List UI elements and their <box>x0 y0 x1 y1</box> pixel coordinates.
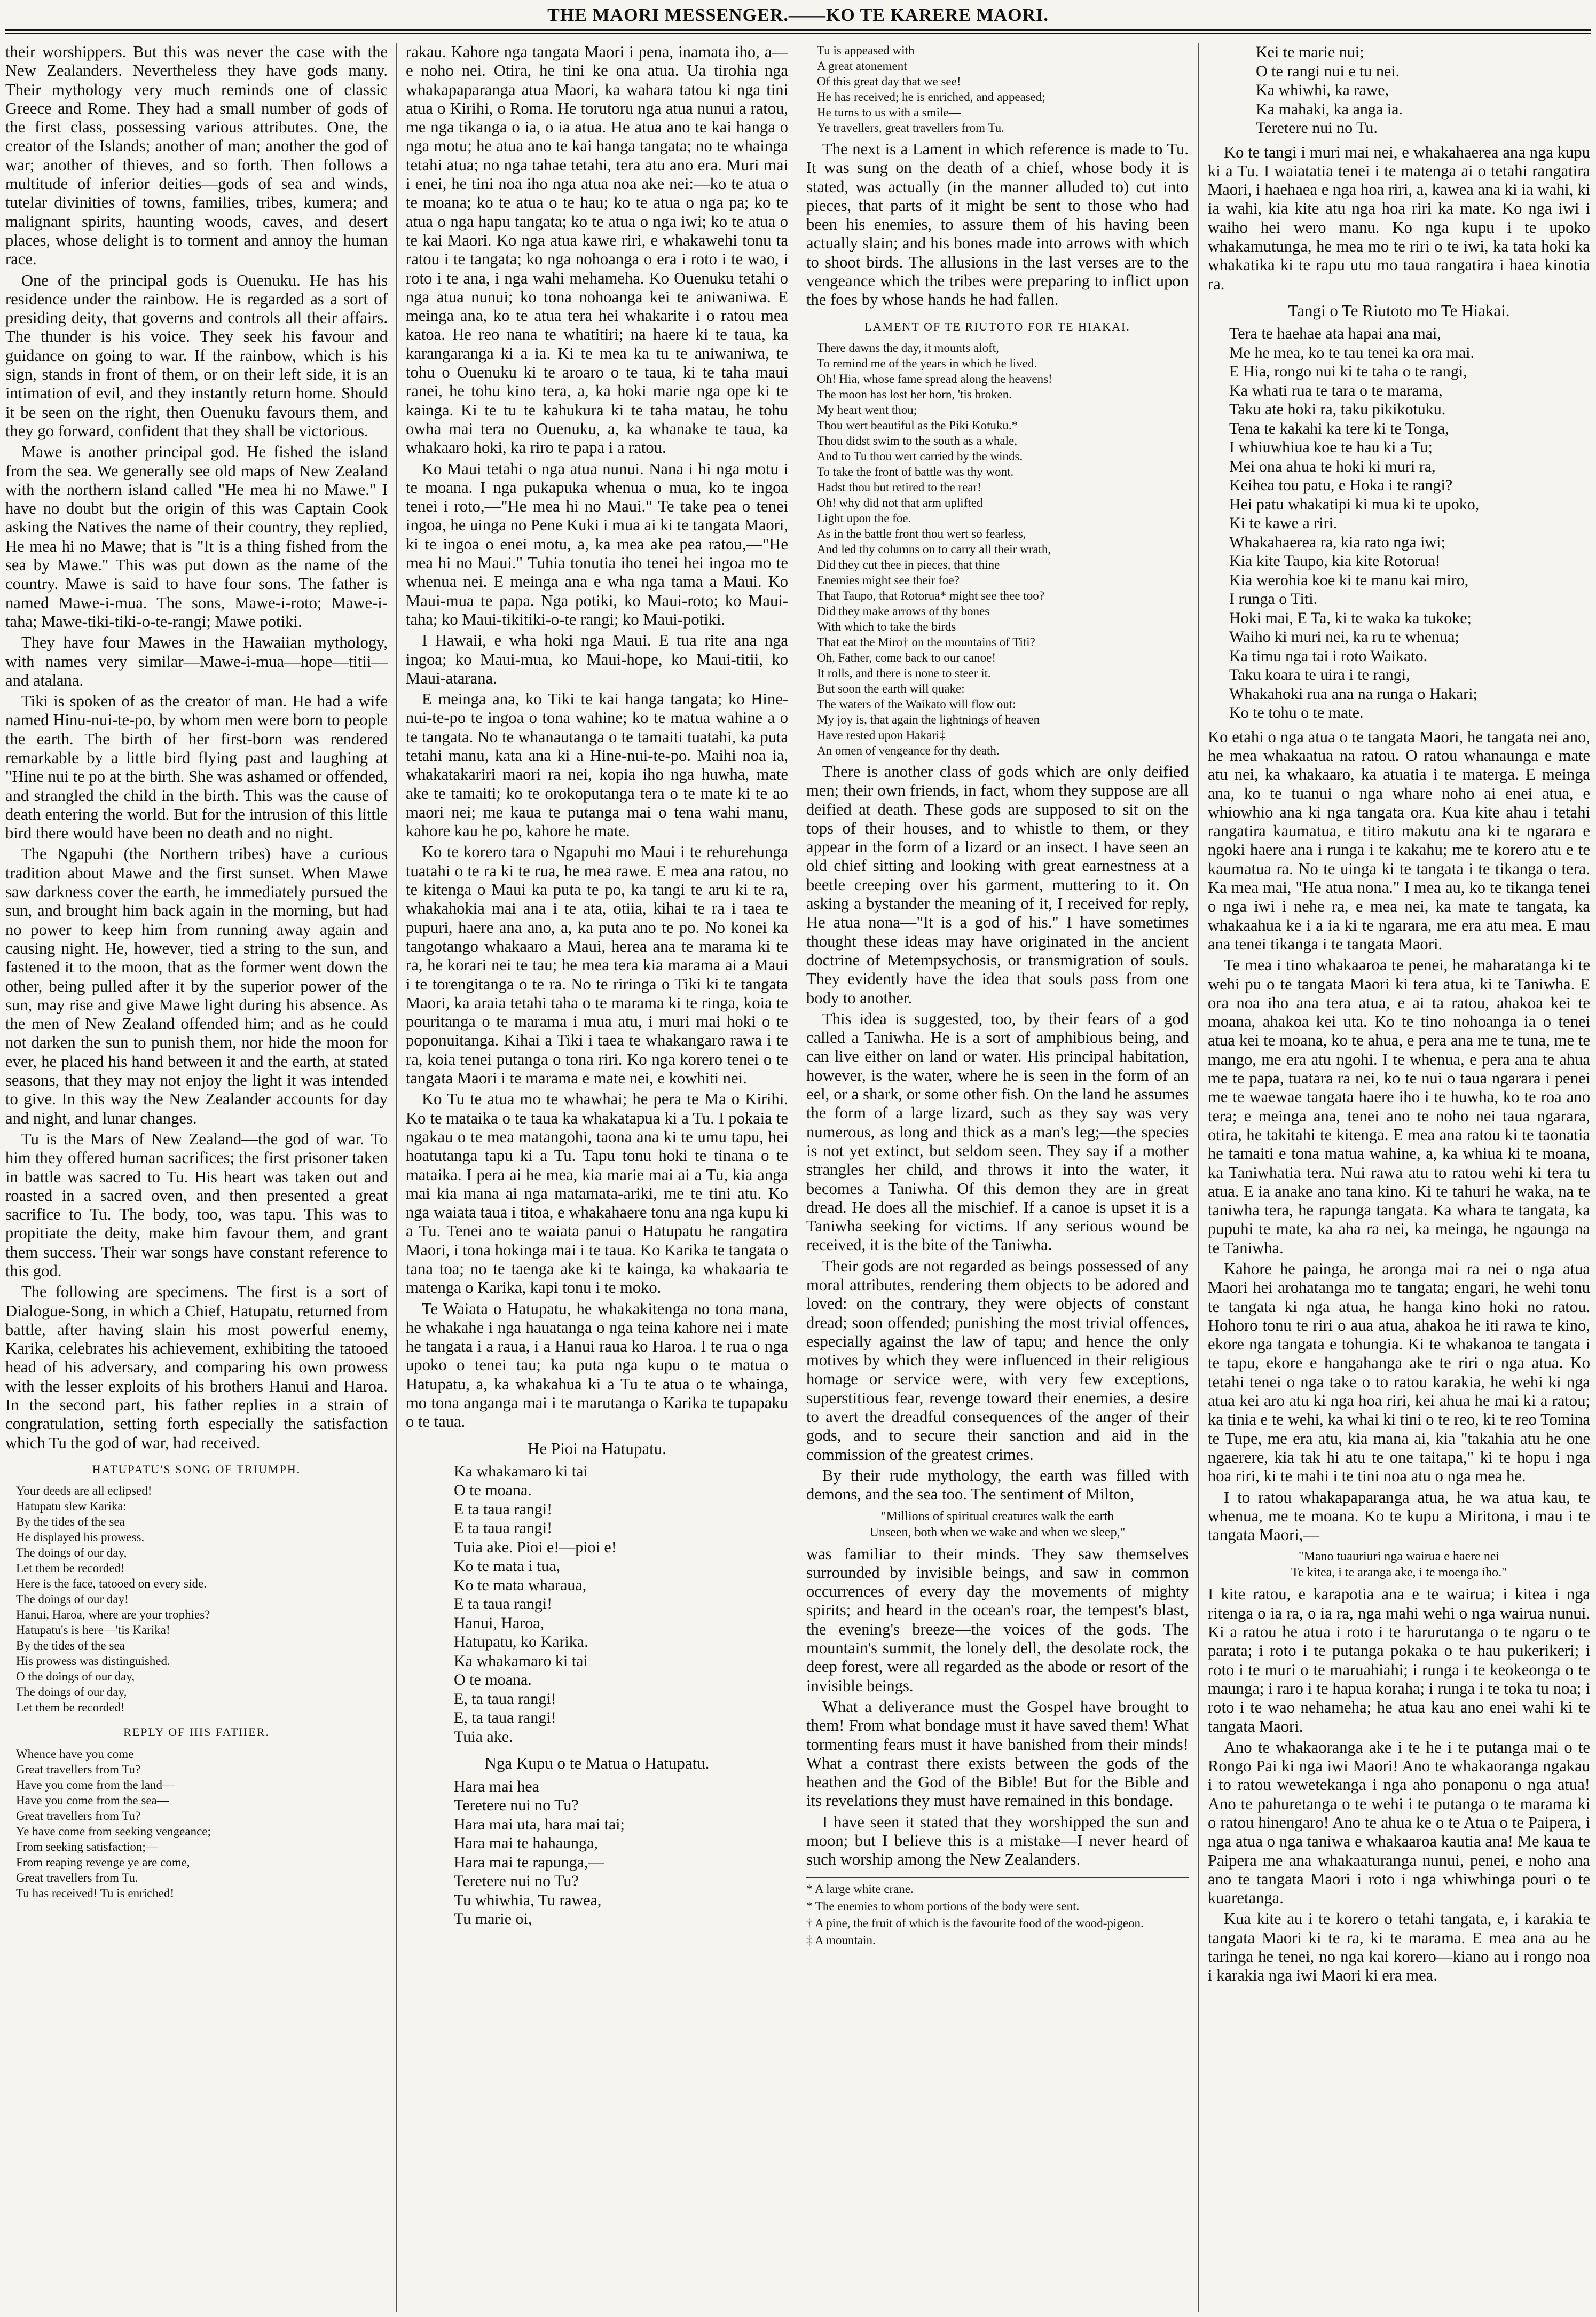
paragraph: Tiki is spoken of as the creator of man. He had a wife named Hinu-nui-te-po, by whom men were born to people the earth. The birth of her first-born was rendered remarkable by a little bird flying past and laughing at "Hine nui te po at the birth. She was ashamed or offended, and strangled the child in the birth. This was the cause of death entering the world. But for the intrusion of this little bird there would have been no death and no night. <box>5 692 388 843</box>
verse-line: Me he mea, ko te tau tenei ka ora mai. <box>1229 343 1474 362</box>
column-2 <box>406 43 788 2312</box>
masthead-rule-thin <box>5 33 1591 34</box>
paragraph: The following are specimens. The first is a sort of Dialogue-Song, in which a Chief, Hatupatu, returned from battle, after having slain his most powerful enemy, Karika, celebrates his achievement, exhibiting the tatooed head of his adversary, and comparing his own prowess with the lesser exploits of his brothers Hanui and Haroa. In the second part, his father replies in a strain of congratulation, setting forth especially the satisfaction which Tu the god of war, had received. <box>5 1283 388 1452</box>
verse-line: Tu whiwhia, Tu rawea, <box>454 1891 602 1909</box>
verse-line: Ka mahaki, ka anga ia. <box>1256 100 1403 118</box>
verse-line: Hanui, Haroa, <box>454 1614 545 1632</box>
paragraph: This idea is suggested, too, by their fears of a god called a Taniwha. He is a sort of amphibious being, and can live either on land or water. His principal habitation, however, is the water, where he is seen in the form of an eel, or a shark, or some other fish. On the land he assumes the form of a large lizard, such as they say was very numerous, as long and thick as a man's leg;—the species is not yet extinct, but seldom seen. They say if a mother strangles her child, and throws it into the water, it becomes a Taniwha. Of this demon they are in great dread. He does all the mischief. If a canoe is upset it is a Taniwha seeking for victims. If any serious wound be received, it is the bite of the Taniwha. <box>806 1009 1189 1254</box>
paragraph: I to ratou whakapaparanga atua, he wa atua kau, te whenua, me te moana. Ko te kupu a Miritona, i mau i te tangata Maori,— <box>1208 1488 1590 1544</box>
verse-line: Hatupatu slew Karika: <box>16 1499 127 1513</box>
verse-line: Hei patu whakatipi ki mua ki te upoko, <box>1229 495 1480 513</box>
verse-line: The waters of the Waikato will flow out: <box>817 697 1016 711</box>
verse-line: Ka whakamaro ki tai <box>454 1652 588 1670</box>
verse-line: Ka whakamaro ki tai <box>454 1462 588 1480</box>
song-verse <box>16 1483 388 1715</box>
verse-line: Kia kite Taupo, kia kite Rotorua! <box>1229 552 1441 570</box>
poem-verse <box>454 1777 788 1929</box>
verse-line: O te moana. <box>454 1671 532 1689</box>
verse-line: Keihea tou patu, e Hoka i te rangi? <box>1229 476 1453 494</box>
column-1 <box>5 43 388 2312</box>
verse-line: Hatupatu, ko Karika. <box>454 1633 588 1651</box>
verse-line: Great travellers from Tu. <box>16 1871 138 1884</box>
paragraph: Ko Maui tetahi o nga atua nunui. Nana i hi nga motu i te moana. I nga pukapuka whenua o mua, ko te ingoa tenei i roto,—"He mea hi no Maui." Te take pea o tenei ingoa, he uinga no Pene Kuki i mua ai ki te tangata Maori, ki te ingoa o enei motu, a, ka mea ake pea ratou,—"He mea hi no Maui." Tuhia tonutia iho tenei hei ingoa mo te whenua nei. E meinga ana e wha nga tama a Maui. Ko Maui-mua te papa. Nga potiki, ko Maui-roto; ko Maui-taha; ko Maui-tikitiki-o-te rangi; ko Maui-potiki. <box>406 459 788 629</box>
verse-line: Ka whiwhi, ka rawe, <box>1256 81 1389 99</box>
verse-line: E ta taua rangi! <box>454 1519 553 1537</box>
verse-line: It rolls, and there is none to steer it. <box>817 666 991 680</box>
verse-line: Ko te mata wharaua, <box>454 1576 587 1594</box>
verse-line: Whakahoki rua ana na runga o Hakari; <box>1229 685 1477 703</box>
verse-line: And led thy columns on to carry all their wrath, <box>817 542 1051 556</box>
verse-line: Have rested upon Hakari‡ <box>817 728 946 742</box>
verse-line: From reaping revenge ye are come, <box>16 1855 190 1869</box>
paragraph: Ko te tangi i muri mai nei, e whakahaerea ana nga kupu ki a Tu. I waiatatia tenei i te matenga ai o tetahi rangatira Maori, i haehaea e nga hoa riri, a, kawea ana ki ia wahi, ki ia wahi, kia kite atu nga hoa riri ka mate. Ko nga iwi i waiho hei wero manu. Ko nga kupu i te upoko whakamutunga, he mea mo te riri o te iwi, ka tata hoki ka whakatika ki te rapu utu mo taua rangatira i haea kinotia ra. <box>1208 143 1590 293</box>
verse-line: Taku koara te uira i te rangi, <box>1229 666 1410 684</box>
paragraph: E meinga ana, ko Tiki te kai hanga tangata; ko Hine-nui-te-po te ingoa o tona wahine; ko te matua wahine a o te tangata. No te whanautanga o te tamaiti tuatahi, ka puta tetahi manu, kata ana ki a Hine-nui-te-po. Maihi noa ia, whakatakariri maori ra nei, kopia iho nga huwha, mate ake te tamaiti; ko te orokoputanga tera o te mate ki te ao maori nei; me kaua te putanga mai o tena wahi manu, kahore kau he po, kahore he mate. <box>406 690 788 841</box>
verse-line: I whiuwhiua koe te hau ki a Tu; <box>1229 438 1433 457</box>
verse-line: By the tides of the sea <box>16 1639 125 1653</box>
song-verse <box>16 1746 388 1901</box>
verse-line: A great atonement <box>817 59 907 73</box>
paragraph: By their rude mythology, the earth was filled with demons, and the sea too. The sentiment of Milton, <box>806 1466 1189 1504</box>
verse-line: Hara mai uta, hara mai tai; <box>454 1815 625 1833</box>
paragraph: The Ngapuhi (the Northern tribes) have a curious tradition about Mawe and the first sunset. When Mawe saw darkness cover the earth, he immediately pursued the sun, and brought him back again in the morning, but had no power to keep him from running away again and causing night. He, however, tied a string to the sun, and fastened it to the moon, that as the former went down the other, being pulled after it by the superior power of the sun, may rise and give Mawe light during his absence. As the men of New Zealand offended him; and as he could not darken the sun to punish them, nor hide the moon for ever, he placed his hand between it and the earth, at stated seasons, that they may not enjoy the light it was intended to give. In this way the New Zealander accounts for day and night, and lunar changes. <box>5 845 388 1127</box>
poem-title: Nga Kupu o te Matua o Hatupatu. <box>484 1754 710 1773</box>
verse-line: Teretere nui no Tu. <box>1256 119 1378 137</box>
column-divider <box>1198 43 1199 2312</box>
verse-line: Teretere nui no Tu? <box>454 1872 579 1890</box>
verse-line: With which to take the birds <box>817 619 956 633</box>
paragraph: Ko Tu te atua mo te whawhai; he pera te Ma o Kirihi. Ko te mataika o te taua ka whakatapua ki a Tu. I pokaia te ngakau o te mea matangohi, taona ana ki te umu tapu, hei hoatutanga tapu ki a Tu. Tapu tonu hoki te tinana o te mataika. I pera ai he mea, kia marie mai ai a Tu, kia anga mai kia mana ai nga matamata-ariki, me te tini atu. Ko nga waiata taua i titoa, e whakahaere tonu ana nga kupu ki a Tu. Tenei ano te waiata panui o Hatupatu he rangatira Maori, i tona hokinga mai i te taua. Ko Karika te tangata o tana toa; no te taenga ake ki te kainga, ka whakaaria te matenga o Karika, kapi tonu i te moko. <box>406 1090 788 1297</box>
poem-title: He Pioi na Hatupatu. <box>527 1439 666 1458</box>
lament-verse <box>1229 324 1590 722</box>
verse-line: Great travellers from Tu? <box>16 1762 141 1776</box>
paragraph: There is another class of gods which are only deified men; their own friends, in fact, whom they suppose are all deified at death. These gods are supposed to sit on the tops of their houses, and to whistle to them, or they appear in the form of a lizard or an insect. I have seen an old chief sitting and looking with great earnestness at a beetle creeping over his garment, muttering to it. On asking a bystander the meaning of it, I received for reply, He atua nona—"It is a god of his." I have sometimes thought these ideas may have originated in the ancient doctrine of Metempsychosis, or transmigration of souls. They evidently have the idea that souls pass from one body to another. <box>806 762 1189 1007</box>
verse-line: Taku ate hoki ra, taku pikikotuku. <box>1229 400 1446 419</box>
paragraph: Their gods are not regarded as beings possessed of any moral attributes, rendering them objects to be adored and loved: on the contrary, they were objects of constant dread; soon offended; punishing the most trivial offences, especially against the law of tapu; and hence the only motives by which they were influenced in their religious homage or service were, with very few exceptions, superstitious fear, revenge toward their enemies, a desire to avert the dreadful consequences of the anger of their gods, and to secure their sanction and aid in the commission of the greatest crimes. <box>806 1256 1189 1464</box>
paragraph: I kite ratou, e karapotia ana e te wairua; i kitea i nga ritenga o ia ra, o ia ra, nga mahi wehi o nga wairua nunui. Ki a ratou he atua i roto i te harurutanga o te ngaru o te parata; i roto i te putanga pokaka o te hau pukerikeri; i roto i te muri o te maruahiahi; i runga i te keokeonga o te maunga; i raro i te hapua koraha; i runga i te toka tu noa; i roto i te wao nehameha; he atua kau ano enei wahi ki te tangata Maori. <box>1208 1585 1590 1735</box>
paragraph: They have four Mawes in the Hawaiian mythology, with names very similar—Mawe-i-mua—hope—titii—and atalana. <box>5 633 388 689</box>
column-3 <box>806 43 1189 2312</box>
lament-title: Tangi o Te Riutoto mo Te Hiakai. <box>1288 301 1510 320</box>
verse-line: Ka whati rua te tara o te marama, <box>1229 381 1443 399</box>
lament-verse <box>817 340 1189 758</box>
footnote: * A large white crane. <box>806 1882 914 1896</box>
paragraph: Mawe is another principal god. He fished the island from the sea. We generally see old maps of New Zealand with the northern island called "He mea hi no Mawe." I have no doubt but the origin of this was Captain Cook asking the Natives the name of their country, they replied, He mea hi no Mawe; that is "It is a thing fished from the sea by Mawe." This was put down as the name of the country. Mawe is said to have four sons. The father is named Mawe-i-mua. The sons, Mawe-i-roto; Mawe-i-taha; Mawe-tiki-tiki-o-te-rangi; Mawe potiki. <box>5 443 388 631</box>
verse-line: To remind me of the years in which he lived. <box>817 356 1037 370</box>
verse-line: Have you come from the land— <box>16 1778 175 1792</box>
verse-line: He turns to us with a smile— <box>817 106 961 119</box>
verse-line: I runga o Titi. <box>1229 590 1318 608</box>
verse-line: Oh! why did not that arm uplifted <box>817 496 983 509</box>
verse-line: Tu has received! Tu is enriched! <box>16 1886 175 1900</box>
verse-line: Of this great day that we see! <box>817 75 961 88</box>
lament-title: LAMENT OF TE RIUTOTO FOR TE HIAKAI. <box>864 319 1130 333</box>
verse-line: Oh! Hia, whose fame spread along the heavens! <box>817 372 1052 386</box>
verse-line: My heart went thou; <box>817 403 917 417</box>
verse-line: Hara mai te hahaunga, <box>454 1834 598 1852</box>
verse-line: The doings of our day, <box>16 1546 127 1560</box>
song-title: HATUPATU'S SONG OF TRIUMPH. <box>92 1462 301 1476</box>
paragraph: I have seen it stated that they worshipped the sun and moon; but I believe this is a mistake—I never heard of such worship among the New Zealanders. <box>806 1812 1189 1869</box>
verse-line: Let them be recorded! <box>16 1701 125 1715</box>
verse-line: My joy is, that again the lightnings of heaven <box>817 712 1040 726</box>
verse-line: An omen of vengeance for thy death. <box>817 743 1000 757</box>
column-4 <box>1208 43 1590 2312</box>
verse-line: Thou wert beautiful as the Piki Kotuku.* <box>817 418 1018 432</box>
quote-line: "Millions of spiritual creatures walk the earth <box>880 1509 1114 1523</box>
verse-line: Oh, Father, come back to our canoe! <box>817 650 996 664</box>
verse-line: Have you come from the sea— <box>16 1793 169 1807</box>
verse-line: The moon has lost her horn, 'tis broken. <box>817 387 1012 401</box>
verse-line: E, ta taua rangi! <box>454 1690 556 1708</box>
verse-line: The doings of our day! <box>16 1592 129 1606</box>
verse-line: As in the battle front thou wert so fearless, <box>817 527 1026 540</box>
verse-line: Hoki mai, E Ta, ki te waka ka tukoke; <box>1229 609 1472 627</box>
verse-line: Light upon the foe. <box>817 511 911 525</box>
verse-line: The doings of our day, <box>16 1685 127 1699</box>
verse-line: Whence have you come <box>16 1747 134 1761</box>
paragraph: The next is a Lament in which reference is made to Tu. It was sung on the death of a chief, whose body it is stated, was actually (in the manner alluded to) cut into pieces, that parts of it might be sent to those who had been his enemies, to assure them of his having been actually slain; and his bones made into arrows with which to shoot birds. The allusions in the last verses are to the vengeance which the tribes were preparing to inflict upon the foes by whose hands he had fallen. <box>806 140 1189 309</box>
verse-line: By the tides of the sea <box>16 1515 125 1529</box>
masthead-rule <box>5 29 1591 31</box>
paragraph: their worshippers. But this was never the case with the New Zealanders. Nevertheless they have gods many. Their mythology very much reminds one of classic Greece and Rome. They had a small number of gods of the first class, possessing various attributes. One, the creator of the Islands; another of man; another the god of war; another of thieves, and so forth. Then follows a multitude of inferior deities—gods of sea and winds, tutelar divinities of towns, families, tribes, kumera; and malignant spirits, haunting woods, caves, and desert places, whose delight is to torment and annoy the human race. <box>5 43 388 269</box>
verse-line: Kia werohia koe ki te manu kai miro, <box>1229 571 1469 589</box>
verse-line: Hadst thou but retired to the rear! <box>817 480 981 494</box>
verse-line: Did they make arrows of thy bones <box>817 604 990 618</box>
verse-line: He has received; he is enriched, and appeased; <box>817 90 1045 104</box>
paragraph: Te Waiata o Hatupatu, he whakakitenga no tona mana, he whakahe i nga hauatanga o nga teina kahore nei i mate he tangata i a raua, i a Hanui raua ko Haroa. I te rua o nga upoko o tenei tau; ka puta nga kupu o te matua o Hatupatu, a, ka whakahua ki a Tu te atua o te whainga, mo tona anganga mai i te marutanga o Karika te tupapaku o te taua. <box>406 1299 788 1431</box>
poem-verse <box>454 1462 788 1747</box>
quote-line: Unseen, both when we wake and when we sleep," <box>869 1525 1126 1540</box>
verse-line: That Taupo, that Rotorua* might see thee too? <box>817 588 1044 602</box>
verse-line: Tuia ake. <box>454 1727 513 1746</box>
verse-line: Mei ona ahua te hoki ki muri ra, <box>1229 457 1436 475</box>
verse-line: Enemies might see their foe? <box>817 573 960 587</box>
paragraph: Ko te korero tara o Ngapuhi mo Maui i te rehurehunga tuatahi o te ra ki te rua, he mea rawe. E mea ana ratou, no te kitenga o Maui ka puta te po, ka tangi te aru ki te ra, whakahokia mai ana i te ata, otiia, kihai te ra i taea te pupuri, haere ana ano, a, ka puta ano te po. No konei ka tangotango whakaaro a Maui, herea ana te marama ki te ra, he korari nei te tau; he mea tera kia marama ai a Maui i te torengitanga o te ra. No te riringa o Tiki ki te tangata Maori, ka araia tetahi taha o te marama ki te ringa, koia te pouritanga o te marama i mua atu, i muri mai hoki o te poponuitanga. Kihai a Tiki i taea te whakangaro rawa i te ra, koia tenei putanga o tona riri. Ko nga korero tenei o te tangata Maori i te marama e mate nei, e kowhiti nei. <box>406 843 788 1088</box>
verse-line: Kei te marie nui; <box>1256 43 1364 61</box>
verse-line: Ye travellers, great travellers from Tu. <box>817 121 1004 135</box>
verse-line: Let them be recorded! <box>16 1561 125 1575</box>
song-title: REPLY OF HIS FATHER. <box>123 1725 270 1739</box>
verse-line: Tuia ake. Pioi e!—pioi e! <box>454 1538 617 1556</box>
verse-line: Ka timu nga tai i roto Waikato. <box>1229 647 1428 665</box>
verse-line: Whakahaerea ra, kia rato nga iwi; <box>1229 533 1445 551</box>
poem-verse <box>1256 43 1590 138</box>
verse-line: Hara mai hea <box>454 1777 539 1795</box>
paragraph: Kahore he painga, he aronga mai ra nei o nga atua Maori hei arohatanga mo te tangata; engari, he wehi tonu te tangata ki nga atua, he hanga kino hoki no ratou. Hohoro tonu te riri o aua atua, ahakoa he iti rawa te kino, ekore nga tangata e tohungia. Ki te whakanoa te tangata i te tapu, ekore e hangahanga ake te riri o nga atua. Ko tetahi tenei o nga take o to ratou karakia, he wehi ki nga atua kei aro atu ki nga hoa riri, kei ahua he mai ki a ratou; ka tinia e te wehi, ka whai ki tini o te reo, ki te reo Tomina te Tupe, me era atu, kia mana ai, kia "takahia atu he one ngaerere, kia tak hi atu te one taitapa," ki te hopu i nga hoa riri, ki te mahi i te tini noa atu o nga mea he. <box>1208 1259 1590 1486</box>
verse-line: Did they cut thee in pieces, that thine <box>817 557 1000 571</box>
verse-line: But soon the earth will quake: <box>817 681 965 695</box>
verse-line: Great travellers from Tu? <box>16 1809 141 1823</box>
verse-line: Ko te mata i tua, <box>454 1557 561 1575</box>
verse-line: He displayed his prowess. <box>16 1530 145 1544</box>
verse-line: Ki te kawe a riri. <box>1229 514 1338 532</box>
verse-line: And to Tu thou wert carried by the winds. <box>817 449 1023 463</box>
verse-line: Your deeds are all eclipsed! <box>16 1484 152 1498</box>
verse-line: Ko te tohu o te mate. <box>1229 704 1364 722</box>
masthead: THE MAORI MESSENGER.——KO TE KARERE MAORI. <box>547 5 1049 25</box>
column-divider <box>396 43 397 2312</box>
footnotes <box>806 1877 1189 1948</box>
paragraph: rakau. Kahore nga tangata Maori i pena, inamata iho, a—e noho nei. Otira, he tini ke ona atua. Ua tirohia nga whakapaparanga atua Maori, ka wahara tatou ki nga tini atua o Kirihi, o Roma. He torutoru nga atua nunui a ratou, me nga tikanga o ia, o ia atua. He atua ano te kai hanga o nga motu; he atua ano te kai hanga tangata; no te whainga tetahi atua; no nga tahae tetahi, tera atu ano era. Muri mai i enei, he tini noa iho nga atua noa ake nei:—ko te atua o te moana; ko te atua o te hau; ko te atua o nga pa; ko te atua o nga hapu tangata; ko te atua o nga iwi; ko te atua o te kai Maori. Ko nga atua kawe riri, e whakawehi tonu ta ratou i te tangata; ko nga nohoanga o era i roto i te wao, i roto i te ana, i nga wahi mehameha. Ko Ouenuku tetahi o nga atua nunui; ko tona nohoanga kei te aniwaniwa. E meinga ana, ko te atua tera hei whakarite i o ratou mea katoa. He reo nana te whatitiri; na haere ki te taua, ka karangaranga ki a ia. Ki te mea ka tu te aniwaniwa, te tohu o Ouenuku ki te aroaro o te taua, ki te taha maui ranei, he tohu kino tera, a, ka hoki marie nga ope ki te kainga. Ki te tu te kahukura ki te taha matau, he tohu owha mai tera no Ouenuku, a, ka whanake te taua, ka whakaaro hoki, ka riro te papa i a ratou. <box>406 43 788 457</box>
verse-line: O te rangi nui e tu nei. <box>1256 62 1400 80</box>
paragraph: What a deliverance must the Gospel have brought to them! From what bondage must it have saved them! What tormenting fears must it have banished from their minds! What a contrast there exists between the gods of the heathen and the God of the Bible! But for the Bible and its revelations they must have remained in this bondage. <box>806 1697 1189 1810</box>
verse-line: Waiho ki muri nei, ka ru te whenua; <box>1229 628 1459 646</box>
verse-line: Here is the face, tatooed on every side. <box>16 1577 207 1591</box>
milton-quote <box>1208 1549 1590 1581</box>
paragraph: Tu is the Mars of New Zealand—the god of war. To him they offered human sacrifices; the first prisoner taken in battle was sacred to Tu. His heart was taken out and roasted in a sacred oven, and then presented a great sacrifice to Tu. The body, too, was tapu. This was to propitiate the deity, make him favour them, and grant them success. Their war songs have constant reference to this god. <box>5 1129 388 1280</box>
verse-line: Hatupatu's is here—'tis Karika! <box>16 1623 170 1637</box>
footnote: ‡ A mountain. <box>806 1933 876 1947</box>
paragraph: Ano te whakaoranga ake i te he i te putanga mai o te Rongo Pai ki nga iwi Maori! Ano te whakaoranga ngakau i to ratou wewetekanga i nga aho ponaponu o nga atua! Ano te pahuretanga o te wehi i te putanga o te marama ki o ratou hinengaro! Ano te ahua ke o te Atua o te Paipera, i nga atua o nga taniwa e whakaaroa kautia ana! Me kaua te Paipera me ana whakaaturanga nunui, penei, e noho ana ano te tangata Maori i roto i nga whiwhinga pouri o te kuaretanga. <box>1208 1738 1590 1907</box>
quote-line: Te kitea, i te aranga ake, i te moenga iho." <box>1291 1566 1507 1580</box>
quote-line: "Mano tuauriuri nga wairua e haere nei <box>1298 1550 1500 1564</box>
milton-quote <box>806 1509 1189 1541</box>
song-verse <box>817 43 1189 136</box>
verse-line: Thou didst swim to the south as a whale, <box>817 434 1017 447</box>
verse-line: E ta taua rangi! <box>454 1500 553 1518</box>
verse-line: E, ta taua rangi! <box>454 1709 556 1727</box>
paragraph: Ko etahi o nga atua o te tangata Maori, he tangata nei ano, he mea whakaatua na ratou. O ratou whanaunga e mate atu nei, ka whakaaro, ka atuatia i te materga. E meinga ana, ko te tuanui o nga whare noho ai enei atua, e whiowhio ana ki nga tangata ora. Kua kite ahau i tetahi rangatira kaumatua, e titiro makutu ana ki te ngarara e ngoki haere ana i runga i te kakahu; me te korero atu e te kaumatua ra. No te uinga ki te tangata i te tikanga o tera. Ka mea mai, "He atua nona." I mea au, ko te tikanga tenei o nga iwi i nehe ra, e mea nei, ka mate te tangata, ka whakaahua ke i a ia ki te ngarara, me era atu mea. E mau ana tenei tikanga i te tangata Maori. <box>1208 727 1590 953</box>
verse-line: Tena te kakahi ka tere ki te Tonga, <box>1229 419 1449 437</box>
verse-line: Hara mai te rapunga,— <box>454 1853 604 1871</box>
verse-line: E Hia, rongo nui ki te taha o te rangi, <box>1229 363 1467 381</box>
verse-line: Ye have come from seeking vengeance; <box>16 1824 211 1838</box>
verse-line: Tu marie oi, <box>454 1910 532 1928</box>
paragraph: I Hawaii, e wha hoki nga Maui. E tua rite ana nga ingoa; ko Maui-mua, ko Maui-hope, ko Maui-titii, ko Maui-atarana. <box>406 631 788 687</box>
paragraph: One of the principal gods is Ouenuku. He has his residence under the rainbow. He is regarded as a sort of presiding deity, that governs and controls all their affairs. The thunder is his voice. They seek his favour and guidance on going to war. If the rainbow, which is his sign, stands in front of them, or on their left side, it is an intimation of evil, and they instantly return home. Should it be seen on the right, then Ouenuku favours them, and they go forward, confident that they shall be victorious. <box>5 271 388 440</box>
verse-line: To take the front of battle was thy wont. <box>817 465 1014 478</box>
verse-line: O the doings of our day, <box>16 1670 135 1684</box>
verse-line: From seeking satisfaction;— <box>16 1840 158 1853</box>
footnote: * The enemies to whom portions of the body were sent. <box>806 1899 1080 1913</box>
verse-line: Hanui, Haroa, where are your trophies? <box>16 1608 210 1622</box>
verse-line: O te moana. <box>454 1481 532 1499</box>
paragraph: Kua kite au i te korero o tetahi tangata, e, i karakia te tangata Maori ki te ra, ki te marama. E mea ana au he taringa he tenei, no nga kai korero—kiano au i rongo noa i karakia nga iwi Maori ki era mea. <box>1208 1910 1590 1985</box>
verse-line: There dawns the day, it mounts aloft, <box>817 341 999 355</box>
paragraph: was familiar to their minds. They saw themselves surrounded by invisible beings, and saw in common occurrences of every day the movements of mighty spirits; and heard in the ocean's roar, the tempest's blast, the evening's breeze—the voices of the gods. The mountain's summit, the lonely dell, the desolate rock, the deep forest, were all regarded as the abode or resort of the invisible beings. <box>806 1544 1189 1695</box>
verse-line: Teretere nui no Tu? <box>454 1796 579 1815</box>
verse-line: Tera te haehae ata hapai ana mai, <box>1229 325 1441 343</box>
verse-line: E ta taua rangi! <box>454 1595 553 1613</box>
verse-line: Tu is appeased with <box>817 44 915 57</box>
verse-line: That eat the Miro† on the mountains of Titi? <box>817 635 1035 649</box>
footnote: † A pine, the fruit of which is the favourite food of the wood-pigeon. <box>806 1916 1144 1930</box>
verse-line: His prowess was distinguished. <box>16 1654 170 1668</box>
paragraph: Te mea i tino whakaaroa te penei, he maharatanga ki te wehi pu o te tangata Maori ki tera atua, ki te Taniwha. E ora noa iho ana tera atua, e ai ta ratou, ahakoa kei te moana, ahakoa kei uta. Ko te tino nohoanga ia o tenei atua kei te moana, ko te ahua, e pera ana me te tuna, me te mango, me era atu ngohi. I te whenua, e pera ana te ahua me te papa, tuatara ra nei, ko te nui o taua ngarara i penei me te waewae tangata haere iho i te huwha, ko te roa ano tera; e meinga ana, tenei ano te noho nei taua ngarara, otira, he takitahi te kitenga. E mea ana ratou ki te taonatia he tamaiti e tona matua wahine, a, ka whiua ki te moana, ka Taniwhatia tera. Nui rawa atu to ratou wehi ki tera tu atua. E ia anake ano tana kino. Ki te tahuri he waka, na te taniwha tera, he rapunga tangata. Ka whara te tangata, ka pupuhi te mate, ka aha ra nei, ka meinga, he ngaunga na te Taniwha. <box>1208 956 1590 1257</box>
